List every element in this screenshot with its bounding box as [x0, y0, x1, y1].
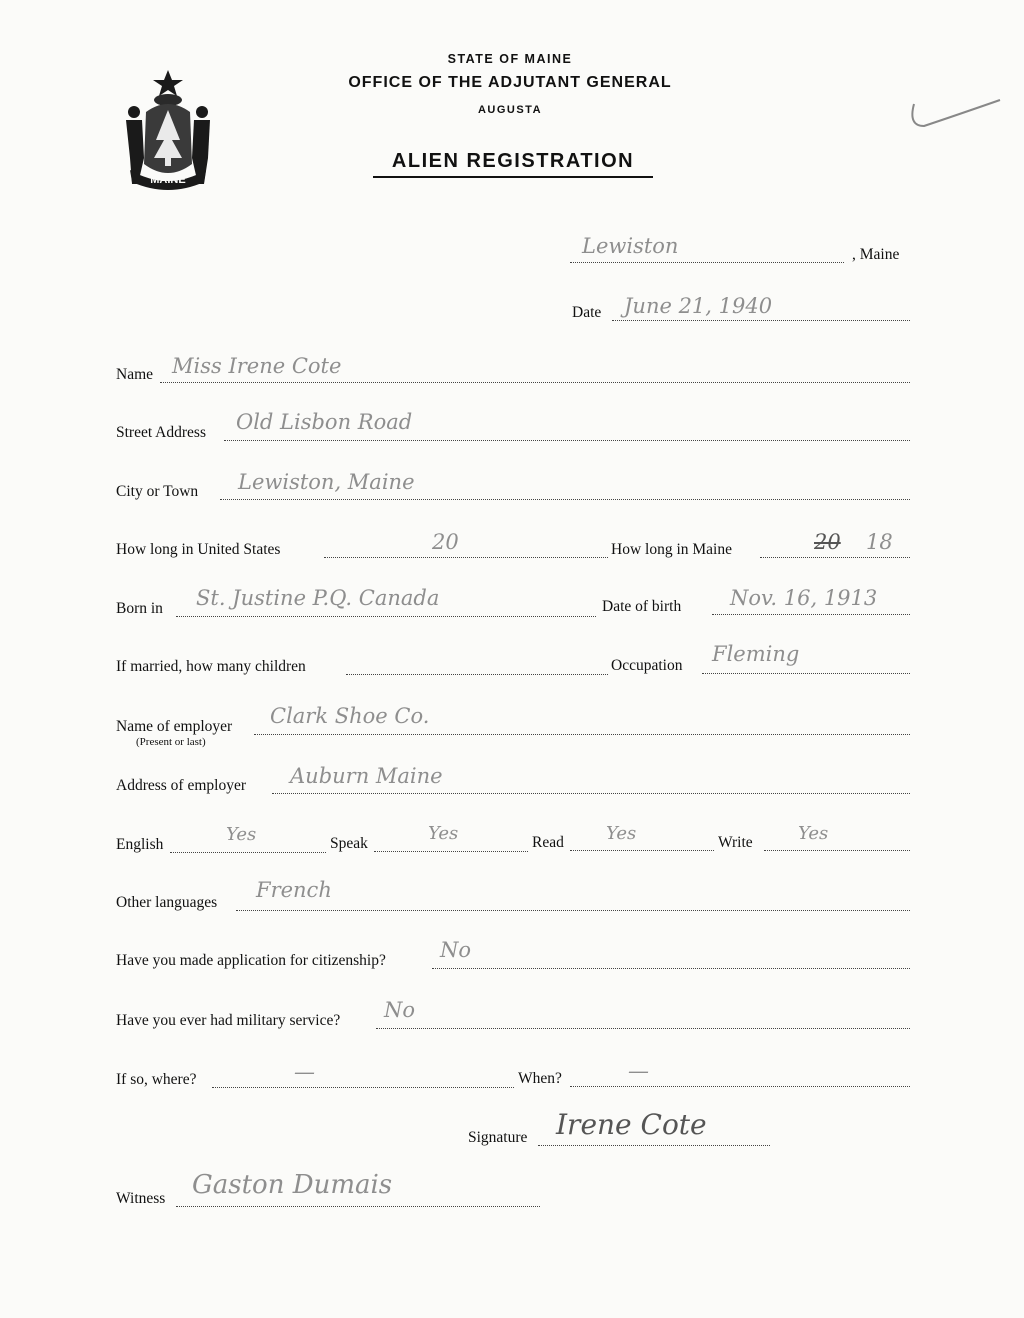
street-value: Old Lisbon Road — [236, 410, 413, 434]
signature-value: Irene Cote — [556, 1108, 707, 1141]
military-value: No — [384, 998, 416, 1022]
english-line — [170, 852, 326, 853]
when-label: When? — [518, 1070, 562, 1087]
where-line — [212, 1087, 514, 1088]
date-line — [612, 320, 910, 321]
other-languages-value: French — [256, 878, 332, 902]
when-value: — — [628, 1059, 649, 1083]
signature-line — [538, 1145, 770, 1146]
dob-label: Date of birth — [602, 598, 682, 615]
date-value: June 21, 1940 — [624, 294, 773, 318]
married-children-label: If married, how many children — [116, 658, 306, 675]
dob-value: Nov. 16, 1913 — [730, 586, 878, 610]
employer-label: Name of employer — [116, 718, 233, 735]
name-value: Miss Irene Cote — [172, 354, 342, 378]
other-languages-label: Other languages — [116, 894, 218, 911]
military-label: Have you ever had military service? — [116, 1012, 341, 1029]
witness-label: Witness — [116, 1190, 166, 1207]
witness-line — [176, 1206, 540, 1207]
occupation-label: Occupation — [611, 657, 683, 674]
place-line — [570, 262, 844, 263]
occupation-value: Fleming — [712, 642, 800, 666]
how-long-us-label: How long in United States — [116, 541, 281, 558]
read-value: Yes — [606, 823, 637, 844]
signature-label: Signature — [468, 1129, 528, 1146]
place-suffix: , Maine — [852, 246, 900, 263]
how-long-us-line — [324, 557, 608, 558]
born-in-value: St. Justine P.Q. Canada — [196, 586, 440, 610]
how-long-maine-line — [760, 557, 910, 558]
other-languages-line — [236, 910, 910, 911]
how-long-us-value: 20 — [432, 530, 459, 554]
header-office: OFFICE OF THE ADJUTANT GENERAL — [348, 74, 672, 91]
english-value: Yes — [226, 824, 257, 845]
write-line — [764, 850, 910, 851]
name-label: Name — [116, 366, 154, 383]
form-title: ALIEN REGISTRATION — [373, 150, 653, 178]
employer-note: (Present or last) — [136, 736, 206, 748]
employer-address-label: Address of employer — [116, 777, 246, 794]
header-state: STATE OF MAINE — [447, 52, 573, 66]
place-value: Lewiston — [582, 234, 679, 258]
military-line — [376, 1028, 910, 1029]
speak-line — [374, 851, 528, 852]
street-line — [224, 440, 910, 441]
employer-line — [254, 734, 910, 735]
when-line — [570, 1086, 910, 1087]
dob-line — [712, 614, 910, 615]
speak-value: Yes — [428, 823, 459, 844]
check-mark-icon — [904, 96, 1004, 136]
header-city: AUGUSTA — [477, 104, 543, 116]
write-value: Yes — [798, 823, 829, 844]
city-line — [220, 499, 910, 500]
name-line — [160, 382, 910, 383]
employer-address-value: Auburn Maine — [290, 764, 443, 788]
witness-value: Gaston Dumais — [192, 1170, 393, 1200]
employer-address-line — [272, 793, 910, 794]
citizenship-label: Have you made application for citizenship? — [116, 952, 386, 969]
street-label: Street Address — [116, 424, 206, 441]
occupation-line — [702, 673, 910, 674]
english-label: English — [116, 836, 164, 853]
how-long-maine-value: 18 — [866, 530, 893, 554]
born-in-line — [176, 616, 596, 617]
where-label: If so, where? — [116, 1071, 197, 1088]
read-label: Read — [532, 834, 564, 851]
maine-state-seal-icon — [116, 66, 220, 190]
married-children-line — [346, 674, 608, 675]
write-label: Write — [718, 834, 753, 851]
speak-label: Speak — [330, 835, 368, 852]
where-value: — — [294, 1060, 315, 1084]
date-label: Date — [572, 304, 602, 321]
employer-value: Clark Shoe Co. — [270, 704, 430, 728]
citizenship-value: No — [440, 938, 472, 962]
read-line — [570, 850, 714, 851]
how-long-maine-struck-value: 20 — [814, 530, 841, 554]
seal-banner-text: MAINE — [150, 174, 186, 186]
city-label: City or Town — [116, 483, 199, 500]
city-value: Lewiston, Maine — [238, 470, 415, 494]
born-in-label: Born in — [116, 600, 163, 617]
how-long-maine-label: How long in Maine — [611, 541, 732, 558]
citizenship-line — [432, 968, 910, 969]
